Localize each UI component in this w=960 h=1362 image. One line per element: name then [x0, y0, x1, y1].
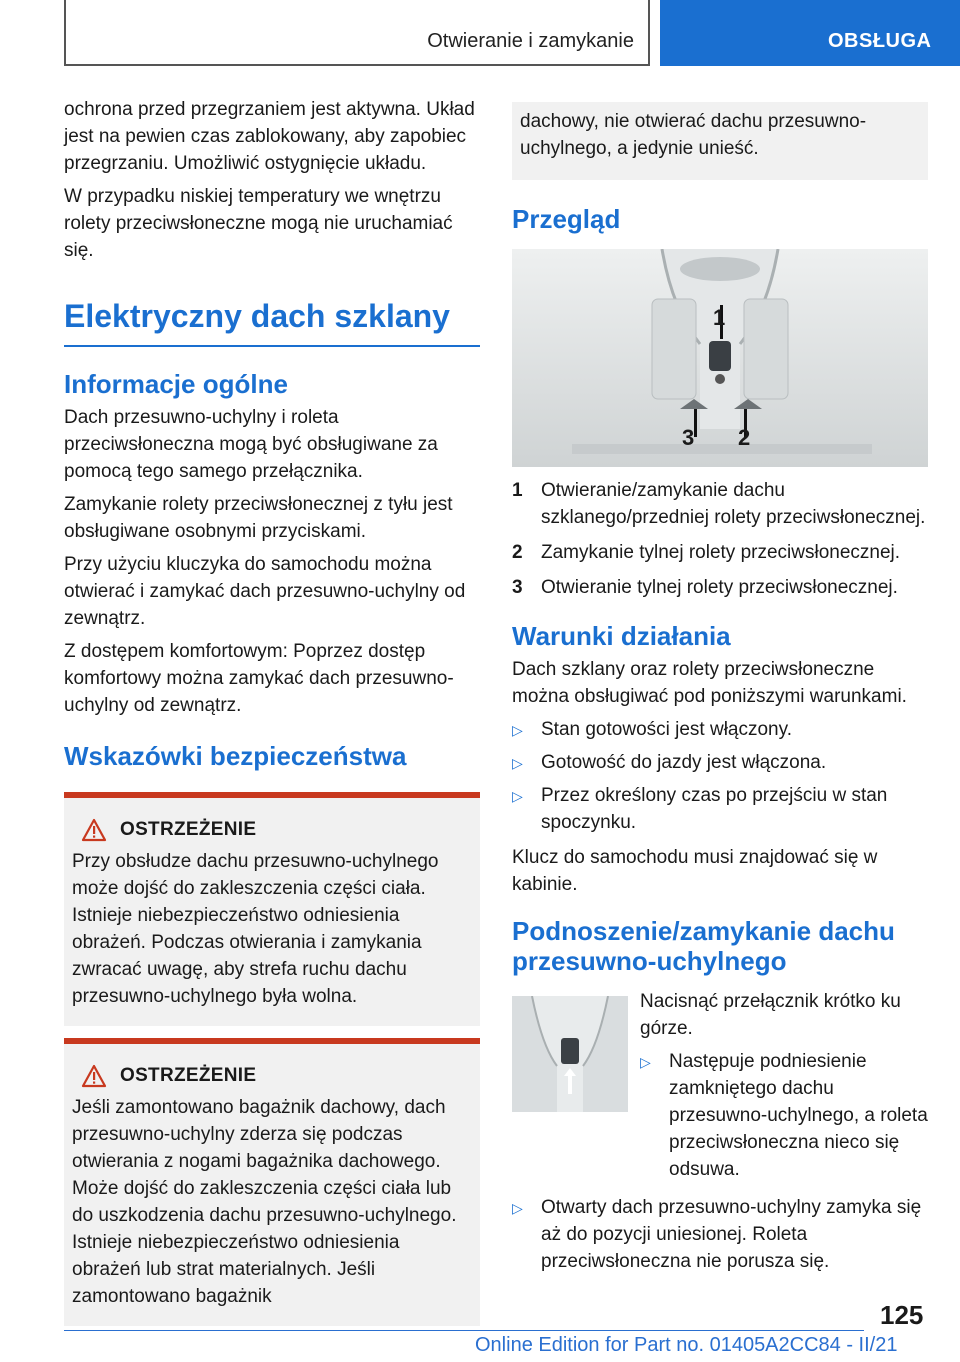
main-heading: Elektryczny dach szklany — [64, 298, 480, 347]
legend-item — [512, 574, 928, 601]
left-column — [64, 96, 480, 1326]
list-item — [640, 1048, 928, 1183]
raise-heading: Podnoszenie/zamykanie dachu przesuwno-uchylnego — [512, 916, 895, 976]
list-item-text: Gotowość do jazdy jest włączona. — [541, 752, 827, 773]
header-section-tab — [660, 0, 960, 66]
general-info-heading: Informacje ogólne — [64, 369, 288, 399]
list-item — [512, 1194, 928, 1275]
warning-triangle-icon — [72, 1064, 116, 1088]
list-item-text: Stan gotowości jest włączony. — [541, 719, 792, 740]
list-item — [512, 716, 928, 744]
bullet-triangle-icon: ▷ — [512, 788, 523, 804]
warning-triangle-icon — [72, 818, 116, 842]
bullet-triangle-icon: ▷ — [640, 1054, 651, 1070]
callout-1: 1 — [713, 305, 726, 330]
legend-number: 2 — [512, 542, 523, 563]
warning-label: OSTRZEŻENIE — [120, 1065, 257, 1086]
warning-box-1 — [64, 792, 480, 1026]
warning-text: Jeśli zamontowano bagażnik dachowy, dach przesuwno-uchylny zderza się podczas otwierania z nogami bagażnika dachowego. Może dojść do zakleszczenia części ciała lub do uszkodzenia dachu przesuwno-uchylnego. Istnieje niebezpieczeństwo odniesienia obrażeń lub strat materialnych. Jeśli zamontowano bagażnik — [72, 1097, 457, 1307]
bullet-triangle-icon: ▷ — [512, 755, 523, 771]
footer-divider — [64, 1330, 864, 1331]
warning-text-continued: dachowy, nie otwierać dachu przesuwno-uchylnego, a jedynie unieść. — [520, 111, 867, 159]
conditions-list — [512, 716, 928, 836]
legend-text: Otwieranie tylnej rolety przeciwsłonecznej. — [541, 577, 898, 598]
footer-edition: Online Edition for Part no. 01405A2CC84 - II/21 — [475, 1334, 898, 1356]
legend-number: 1 — [512, 480, 523, 501]
list-item — [512, 749, 928, 777]
key-paragraph: Klucz do samochodu musi znajdować się w kabinie. — [512, 847, 878, 895]
legend-text: Zamykanie tylnej rolety przeciwsłonecznej. — [541, 542, 901, 563]
general-paragraph-2: Zamykanie rolety przeciwsłonecznej z tyłu jest obsługiwane osobnymi przyciskami. — [64, 494, 453, 542]
warning-text: Przy obsłudze dachu przesuwno-uchylnego może dojść do zakleszczenia części ciała. Istnieje niebezpieczeństwo odniesienia obrażeń. Podczas otwierania i zamykania zwracać uwagę, aby strefa ruchu dachu przesuwno-uchylnego była wolna. — [72, 851, 439, 1007]
callout-3: 3 — [682, 425, 695, 450]
warning-box-2 — [64, 1038, 480, 1326]
list-item — [512, 782, 928, 836]
headliner-overview-image — [512, 249, 928, 467]
raise-section — [512, 988, 928, 1188]
bullet-triangle-icon: ▷ — [512, 1200, 523, 1216]
warning-label: OSTRZEŻENIE — [120, 819, 257, 840]
switch-thumbnail-image — [512, 996, 628, 1112]
general-paragraph-3: Przy użyciu kluczyka do samochodu można otwierać i zamykać dach przesuwno-uchylny od zewnątrz. — [64, 554, 466, 629]
conditions-heading: Warunki działania — [512, 621, 731, 651]
raise-paragraph: Nacisnąć przełącznik krótko ku górze. — [640, 991, 901, 1039]
bullet-triangle-icon: ▷ — [512, 722, 523, 738]
list-item-text: Następuje podniesienie zamkniętego dachu przesuwno-uchylnego, a roleta przeciwsłoneczna nieco się odsuwa. — [669, 1051, 928, 1180]
right-column — [512, 102, 928, 1280]
header-chapter-box — [64, 0, 650, 66]
intro-paragraph-2: W przypadku niskiej temperatury we wnętrzu rolety przeciwsłoneczne mogą nie uruchamiać się. — [64, 186, 453, 261]
legend-item — [512, 477, 928, 531]
overview-heading: Przegląd — [512, 204, 621, 234]
list-item-text: Przez określony czas po przejściu w stan spoczynku. — [541, 785, 888, 833]
legend-text: Otwieranie/zamykanie dachu szklanego/przedniej rolety przeciwsłonecznej. — [541, 480, 926, 528]
general-paragraph-4: Z dostępem komfortowym: Poprzez dostęp komfortowy można zamykać dach przesuwno-uchylny od zewnątrz. — [64, 641, 454, 716]
conditions-paragraph: Dach szklany oraz rolety przeciwsłoneczne można obsługiwać pod poniższymi warunkami. — [512, 659, 907, 707]
page-number: 125 — [880, 1300, 924, 1330]
general-paragraph-1: Dach przesuwno-uchylny i roleta przeciwsłoneczna mogą być obsługiwane za pomocą tego samego przełącznika. — [64, 407, 438, 482]
legend-number: 3 — [512, 577, 523, 598]
list-item-text: Otwarty dach przesuwno-uchylny zamyka się aż do pozycji uniesionej. Roleta przeciwsłoneczna nie porusza się. — [541, 1197, 922, 1272]
chapter-title: Otwieranie i zamykanie — [427, 30, 634, 52]
callout-2: 2 — [738, 425, 751, 450]
legend-item — [512, 539, 928, 566]
figure-legend — [512, 477, 928, 601]
safety-heading: Wskazówki bezpieczeństwa — [64, 741, 407, 771]
section-label: OBSŁUGA — [828, 30, 932, 52]
intro-paragraph-1: ochrona przed przegrzaniem jest aktywna. Układ jest na pewien czas zablokowany, aby zapobiec przegrzaniu. Umożliwić ostygnięcie układu. — [64, 99, 475, 174]
warning-box-2-continued — [512, 102, 928, 180]
